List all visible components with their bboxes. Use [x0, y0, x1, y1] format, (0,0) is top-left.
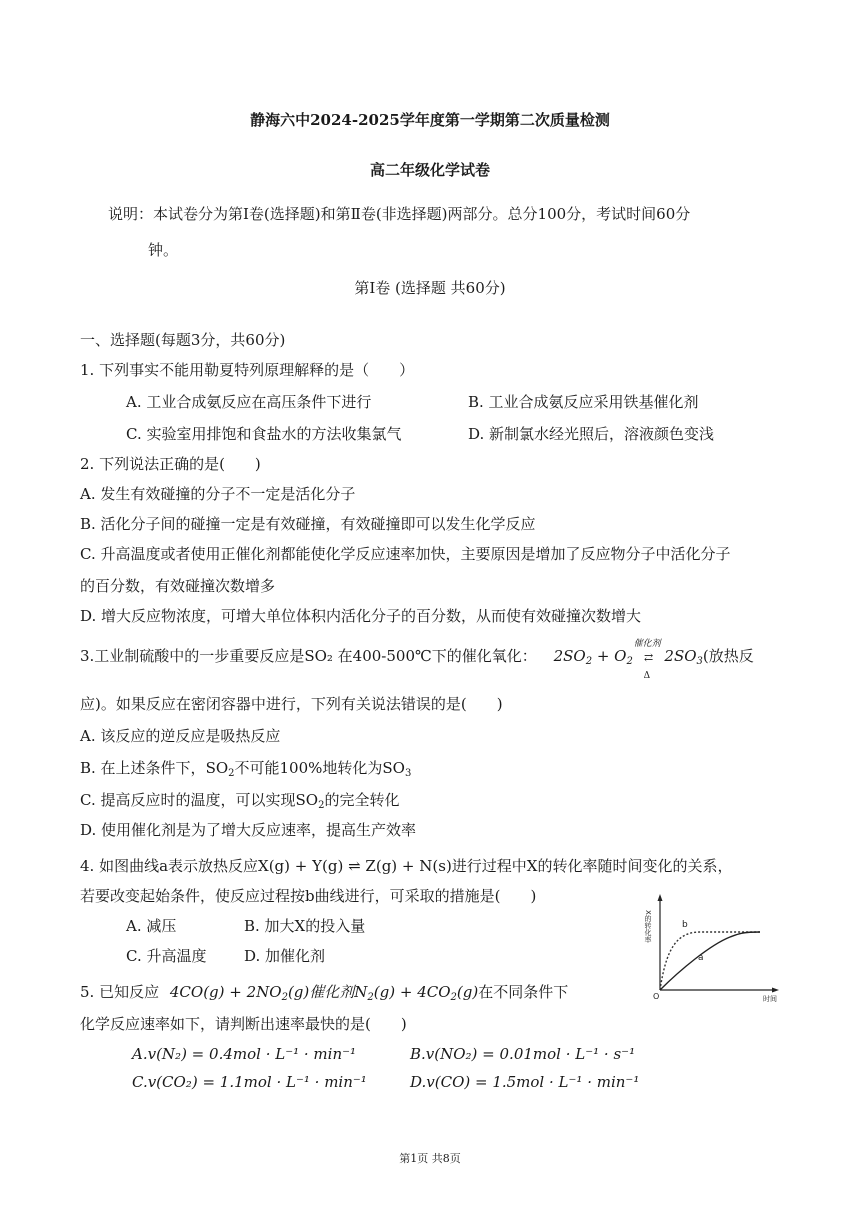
q2-option-b: B. 活化分子间的碰撞一定是有效碰撞，有效碰撞即可以发生化学反应 [80, 515, 536, 533]
y-axis-label: X的转化率 [644, 910, 652, 943]
q4-equation: X(g) + Y(g) ⇌ Z(g) + N(s) [258, 857, 452, 875]
q5-option-d: D.v(CO) = 1.5mol · L⁻¹ · min⁻¹ [410, 1073, 640, 1091]
page-footer: 第1页 共8页 [399, 1152, 461, 1165]
q3-heat-label: Δ [643, 671, 651, 681]
q1-option-c: C. 实验室用排饱和食盐水的方法收集氯气 [126, 425, 402, 443]
q3-stem-line2: 应)。如果反应在密闭容器中进行，下列有关说法错误的是( ) [80, 695, 503, 713]
q5-option-a: A.v(N₂) = 0.4mol · L⁻¹ · min⁻¹ [132, 1045, 357, 1063]
q4-option-c: C. 升高温度 [126, 947, 207, 965]
q1-option-d: D. 新制氯水经光照后，溶液颜色变浅 [468, 425, 715, 443]
curve-a-label: a [698, 953, 704, 963]
q2-option-c-line2: 的百分数，有效碰撞次数增多 [80, 577, 276, 595]
curve-b [660, 932, 760, 990]
q4-stem-line2: 若要改变起始条件，使反应过程按b曲线进行，可采取的措施是( ) [80, 887, 537, 905]
x-axis-label: 时间 [763, 995, 777, 1003]
q3-option-c: C. 提高反应时的温度，可以实现$SO_2$的完全转化 [80, 791, 400, 811]
part-heading: 一、选择题(每题3分，共60分) [80, 331, 286, 349]
q4-stem-line1: 4. 如图曲线a表示放热反应X(g) + Y(g) ⇌ Z(g) + N(s)进行过程中X的转化率随时间变化的关系， [80, 857, 733, 875]
curve-a [660, 932, 760, 990]
q5-option-c: C.v(CO₂) = 1.1mol · L⁻¹ · min⁻¹ [132, 1073, 367, 1091]
q2-option-d: D. 增大反应物浓度，可增大单位体积内活化分子的百分数，从而使有效碰撞次数增大 [80, 607, 642, 625]
origin-label: O [653, 992, 660, 1001]
curve-b-label: b [682, 920, 688, 930]
q5-stem-line2: 化学反应速率如下，请判断出速率最快的是( ) [80, 1015, 407, 1033]
equilibrium-arrow-icon: ⇄ [644, 651, 654, 664]
q3-option-b: B. 在上述条件下，$SO_2$不可能100%地转化为$SO_3$ [80, 759, 412, 779]
q2-option-a: A. 发生有效碰撞的分子不一定是活化分子 [80, 485, 356, 503]
q3-option-d: D. 使用催化剂是为了增大反应速率，提高生产效率 [80, 821, 417, 839]
q5-stem-line1: 5. 已知反应 $4CO(g) + 2NO_2(g)$催化剂$N_2(g) + 4CO_2(g)$在不同条件下 [80, 983, 569, 1003]
q2-stem: 2. 下列说法正确的是( ) [80, 455, 261, 473]
q3-catalyst-label: 催化剂 [633, 639, 661, 649]
q1-stem: 1. 下列事实不能用勒夏特列原理解释的是（ ） [80, 361, 415, 379]
q4-option-a: A. 减压 [126, 917, 177, 935]
q3-option-a: A. 该反应的逆反应是吸热反应 [80, 727, 281, 745]
section-title: 第Ⅰ卷 (选择题 共60分) [354, 279, 506, 297]
q1-option-b: B. 工业合成氨反应采用铁基催化剂 [468, 393, 699, 411]
q3-stem-line1: 3.工业制硫酸中的一步重要反应是SO₂ 在400-500℃下的催化氧化： $2SO_2 + O_2$ 催化剂 ⇄ Δ $2SO_3$(放热反 [80, 646, 754, 668]
q4-conversion-figure [640, 890, 790, 1005]
y-axis-arrow-icon [658, 894, 663, 901]
x-axis-arrow-icon [772, 988, 779, 993]
exam-subtitle: 高二年级化学试卷 [369, 161, 490, 179]
q5-option-b: B.v(NO₂) = 0.01mol · L⁻¹ · s⁻¹ [410, 1045, 636, 1063]
intro-line-2: 钟。 [148, 241, 179, 259]
q5-catalyst-label: 催化剂 [309, 983, 355, 1001]
q2-option-c-line1: C. 升高温度或者使用正催化剂都能使化学反应速率加快，主要原因是增加了反应物分子中活化分子 [80, 545, 731, 563]
q4-option-d: D. 加催化剂 [244, 947, 326, 965]
q1-option-a: A. 工业合成氨反应在高压条件下进行 [126, 393, 372, 411]
q4-option-b: B. 加大X的投入量 [244, 917, 366, 935]
intro-line-1: 说明：本试卷分为第Ⅰ卷(选择题)和第Ⅱ卷(非选择题)两部分。总分100分，考试时间60分 [108, 205, 691, 223]
exam-title: 静海六中2024-2025学年度第一学期第二次质量检测 [250, 111, 610, 129]
